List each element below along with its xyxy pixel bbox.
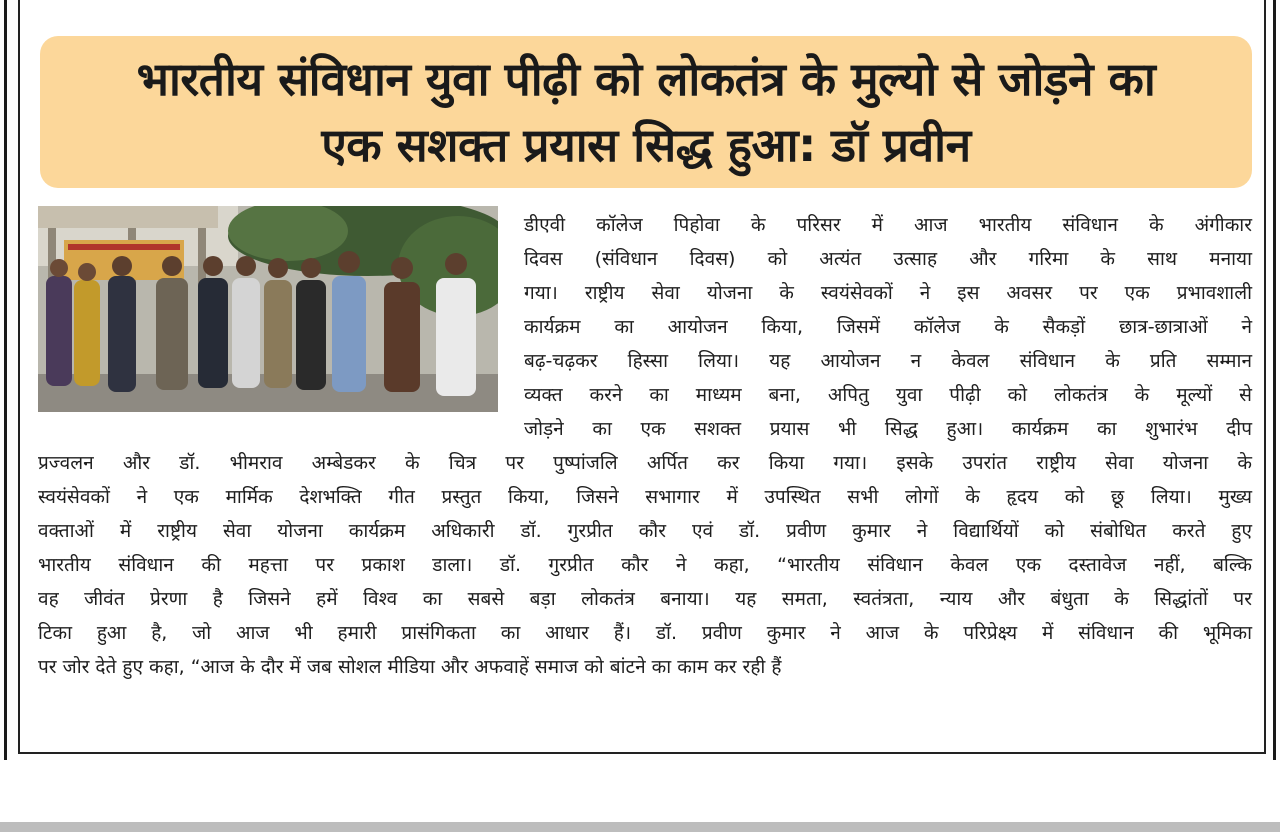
footer-bar	[0, 822, 1280, 832]
article-line: व्यक्त करने का माध्यम बना, अपितु युवा पीढ़ी को लोकतंत्र के मूल्यों से	[524, 384, 1252, 406]
article-line: वक्ताओं में राष्ट्रीय सेवा योजना कार्यक्रम अधिकारी डॉ. गुरप्रीत कौर एवं डॉ. प्रवीण कुमार ने विद्यार्थियों को संबोधित करते हुए	[38, 520, 1252, 542]
page-edge-left	[4, 0, 7, 760]
article-line: स्वयंसेवकों ने एक मार्मिक देशभक्ति गीत प्रस्तुत किया, जिसने सभागार में उपस्थित सभी लोगों के हृदय को छू लिया। मुख्य	[38, 486, 1252, 508]
article-line: वह जीवंत प्रेरणा है जिसने हमें विश्व का सबसे बड़ा लोकतंत्र बनाया। यह समता, स्वतंत्रता, न्याय और बंधुता के सिद्धांतों पर	[38, 588, 1252, 610]
page-edge-right	[1273, 0, 1276, 760]
headline-line-1: भारतीय संविधान युवा पीढ़ी को लोकतंत्र के मुल्यो से जोड़ने का	[136, 52, 1156, 106]
article-line: टिका हुआ है, जो आज भी हमारी प्रासंगिकता का आधार हैं। डॉ. प्रवीण कुमार ने आज के परिप्रेक्ष्य में संविधान की भूमिका	[38, 622, 1252, 644]
group-photo-illustration	[38, 206, 498, 412]
headline-box	[40, 36, 1252, 188]
article-line: प्रज्वलन और डॉ. भीमराव अम्बेडकर के चित्र पर पुष्पांजलि अर्पित कर किया गया। इसके उपरांत राष्ट्रीय सेवा योजना के	[38, 452, 1252, 474]
article-line: जोड़ने का एक सशक्त प्रयास भी सिद्ध हुआ। कार्यक्रम का शुभारंभ दीप	[524, 418, 1252, 440]
article-line-last: पर जोर देते हुए कहा, “आज के दौर में जब सोशल मीडिया और अफवाहें समाज को बांटने का काम कर रही हैं	[38, 656, 782, 678]
article-line: दिवस (संविधान दिवस) को अत्यंत उत्साह और गरिमा के साथ मनाया	[524, 248, 1252, 270]
group-photo	[38, 206, 498, 412]
news-clipping	[18, 0, 1266, 754]
article-line: कार्यक्रम का आयोजन किया, जिसमें कॉलेज के सैकड़ों छात्र-छात्राओं ने	[524, 316, 1252, 338]
headline-line-2: एक सशक्त प्रयास सिद्ध हुआ: डॉ प्रवीन	[321, 118, 971, 172]
article-line: गया। राष्ट्रीय सेवा योजना के स्वयंसेवकों ने इस अवसर पर एक प्रभावशाली	[524, 282, 1252, 304]
article-line: बढ़-चढ़कर हिस्सा लिया। यह आयोजन न केवल संविधान के प्रति सम्मान	[524, 350, 1252, 372]
article-line: भारतीय संविधान की महत्ता पर प्रकाश डाला। डॉ. गुरप्रीत कौर ने कहा, “भारतीय संविधान केवल एक दस्तावेज नहीं, बल्कि	[38, 554, 1252, 576]
article-line: डीएवी कॉलेज पिहोवा के परिसर में आज भारतीय संविधान के अंगीकार	[524, 214, 1252, 236]
